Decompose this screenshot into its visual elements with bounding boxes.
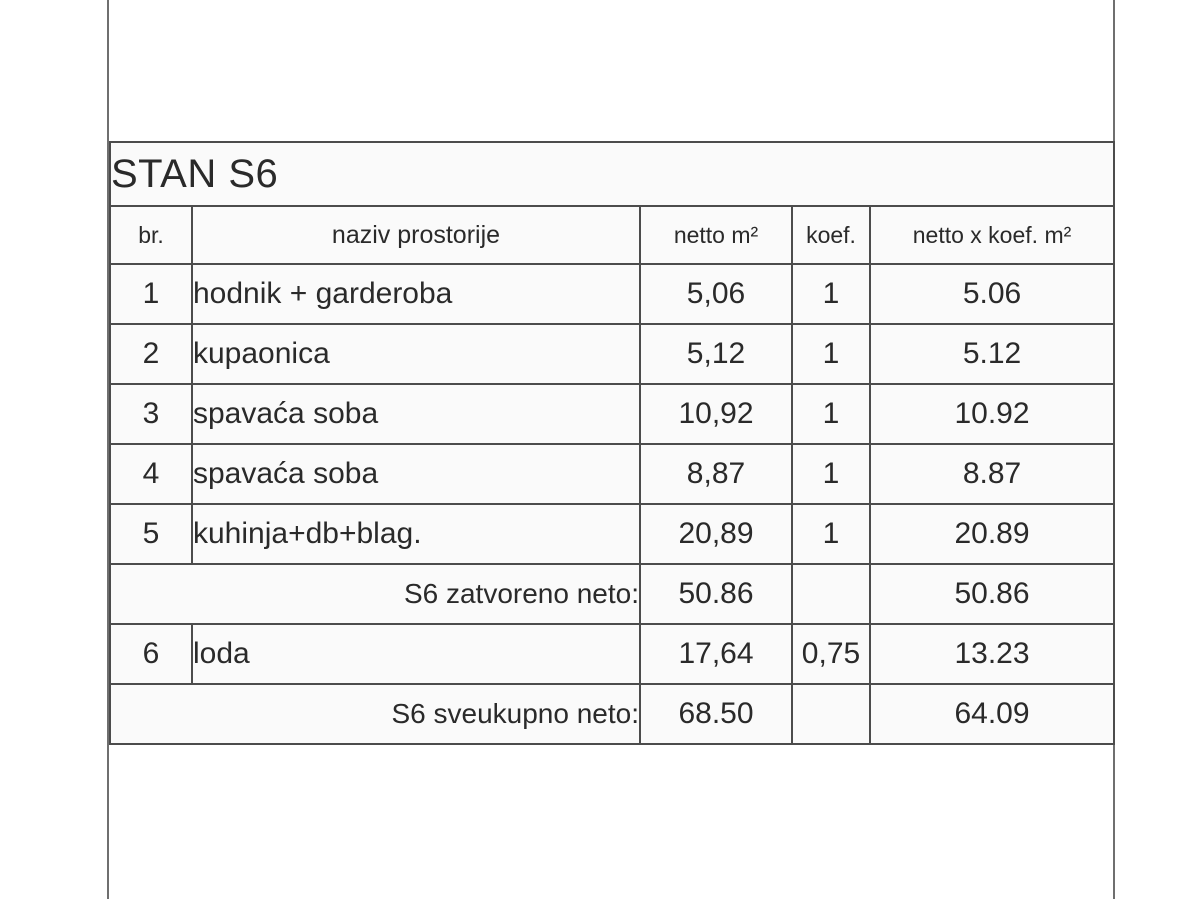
room-product: 5.12 [870,324,1114,384]
room-koef: 0,75 [792,624,870,684]
room-name: kuhinja+db+blag. [192,504,640,564]
subtotal-row [110,564,1114,624]
subtotal-label: S6 zatvoreno neto: [110,564,640,624]
table-row [110,264,1114,324]
room-product: 20.89 [870,504,1114,564]
total-product: 64.09 [870,684,1114,744]
room-netto: 5,12 [640,324,792,384]
column-header-netto: netto m² [640,206,792,264]
row-number: 1 [110,264,192,324]
room-netto: 17,64 [640,624,792,684]
page-title: STAN S6 [110,142,1114,206]
room-name: spavaća soba [192,384,640,444]
column-header-name: naziv prostorije [192,206,640,264]
total-label: S6 sveukupno neto: [110,684,640,744]
room-product: 5.06 [870,264,1114,324]
table-title-row [110,142,1114,206]
subtotal-product: 50.86 [870,564,1114,624]
row-number: 6 [110,624,192,684]
room-name: kupaonica [192,324,640,384]
column-header-koef: koef. [792,206,870,264]
room-product: 8.87 [870,444,1114,504]
room-koef: 1 [792,264,870,324]
room-product: 10.92 [870,384,1114,444]
row-number: 4 [110,444,192,504]
room-koef: 1 [792,504,870,564]
room-name: hodnik + garderoba [192,264,640,324]
room-koef: 1 [792,324,870,384]
apartment-area-table-wrapper [109,141,1113,745]
room-name: loda [192,624,640,684]
subtotal-netto: 50.86 [640,564,792,624]
row-number: 5 [110,504,192,564]
apartment-area-table [109,141,1115,745]
room-netto: 20,89 [640,504,792,564]
table-row [110,624,1114,684]
table-row [110,444,1114,504]
room-netto: 10,92 [640,384,792,444]
total-koef [792,684,870,744]
column-header-br: br. [110,206,192,264]
table-header-row [110,206,1114,264]
table-row [110,504,1114,564]
subtotal-koef [792,564,870,624]
room-netto: 8,87 [640,444,792,504]
table-row [110,384,1114,444]
room-koef: 1 [792,444,870,504]
row-number: 3 [110,384,192,444]
row-number: 2 [110,324,192,384]
room-koef: 1 [792,384,870,444]
table-row [110,324,1114,384]
room-name: spavaća soba [192,444,640,504]
room-product: 13.23 [870,624,1114,684]
room-netto: 5,06 [640,264,792,324]
column-header-product: netto x koef. m² [870,206,1114,264]
total-netto: 68.50 [640,684,792,744]
total-row [110,684,1114,744]
